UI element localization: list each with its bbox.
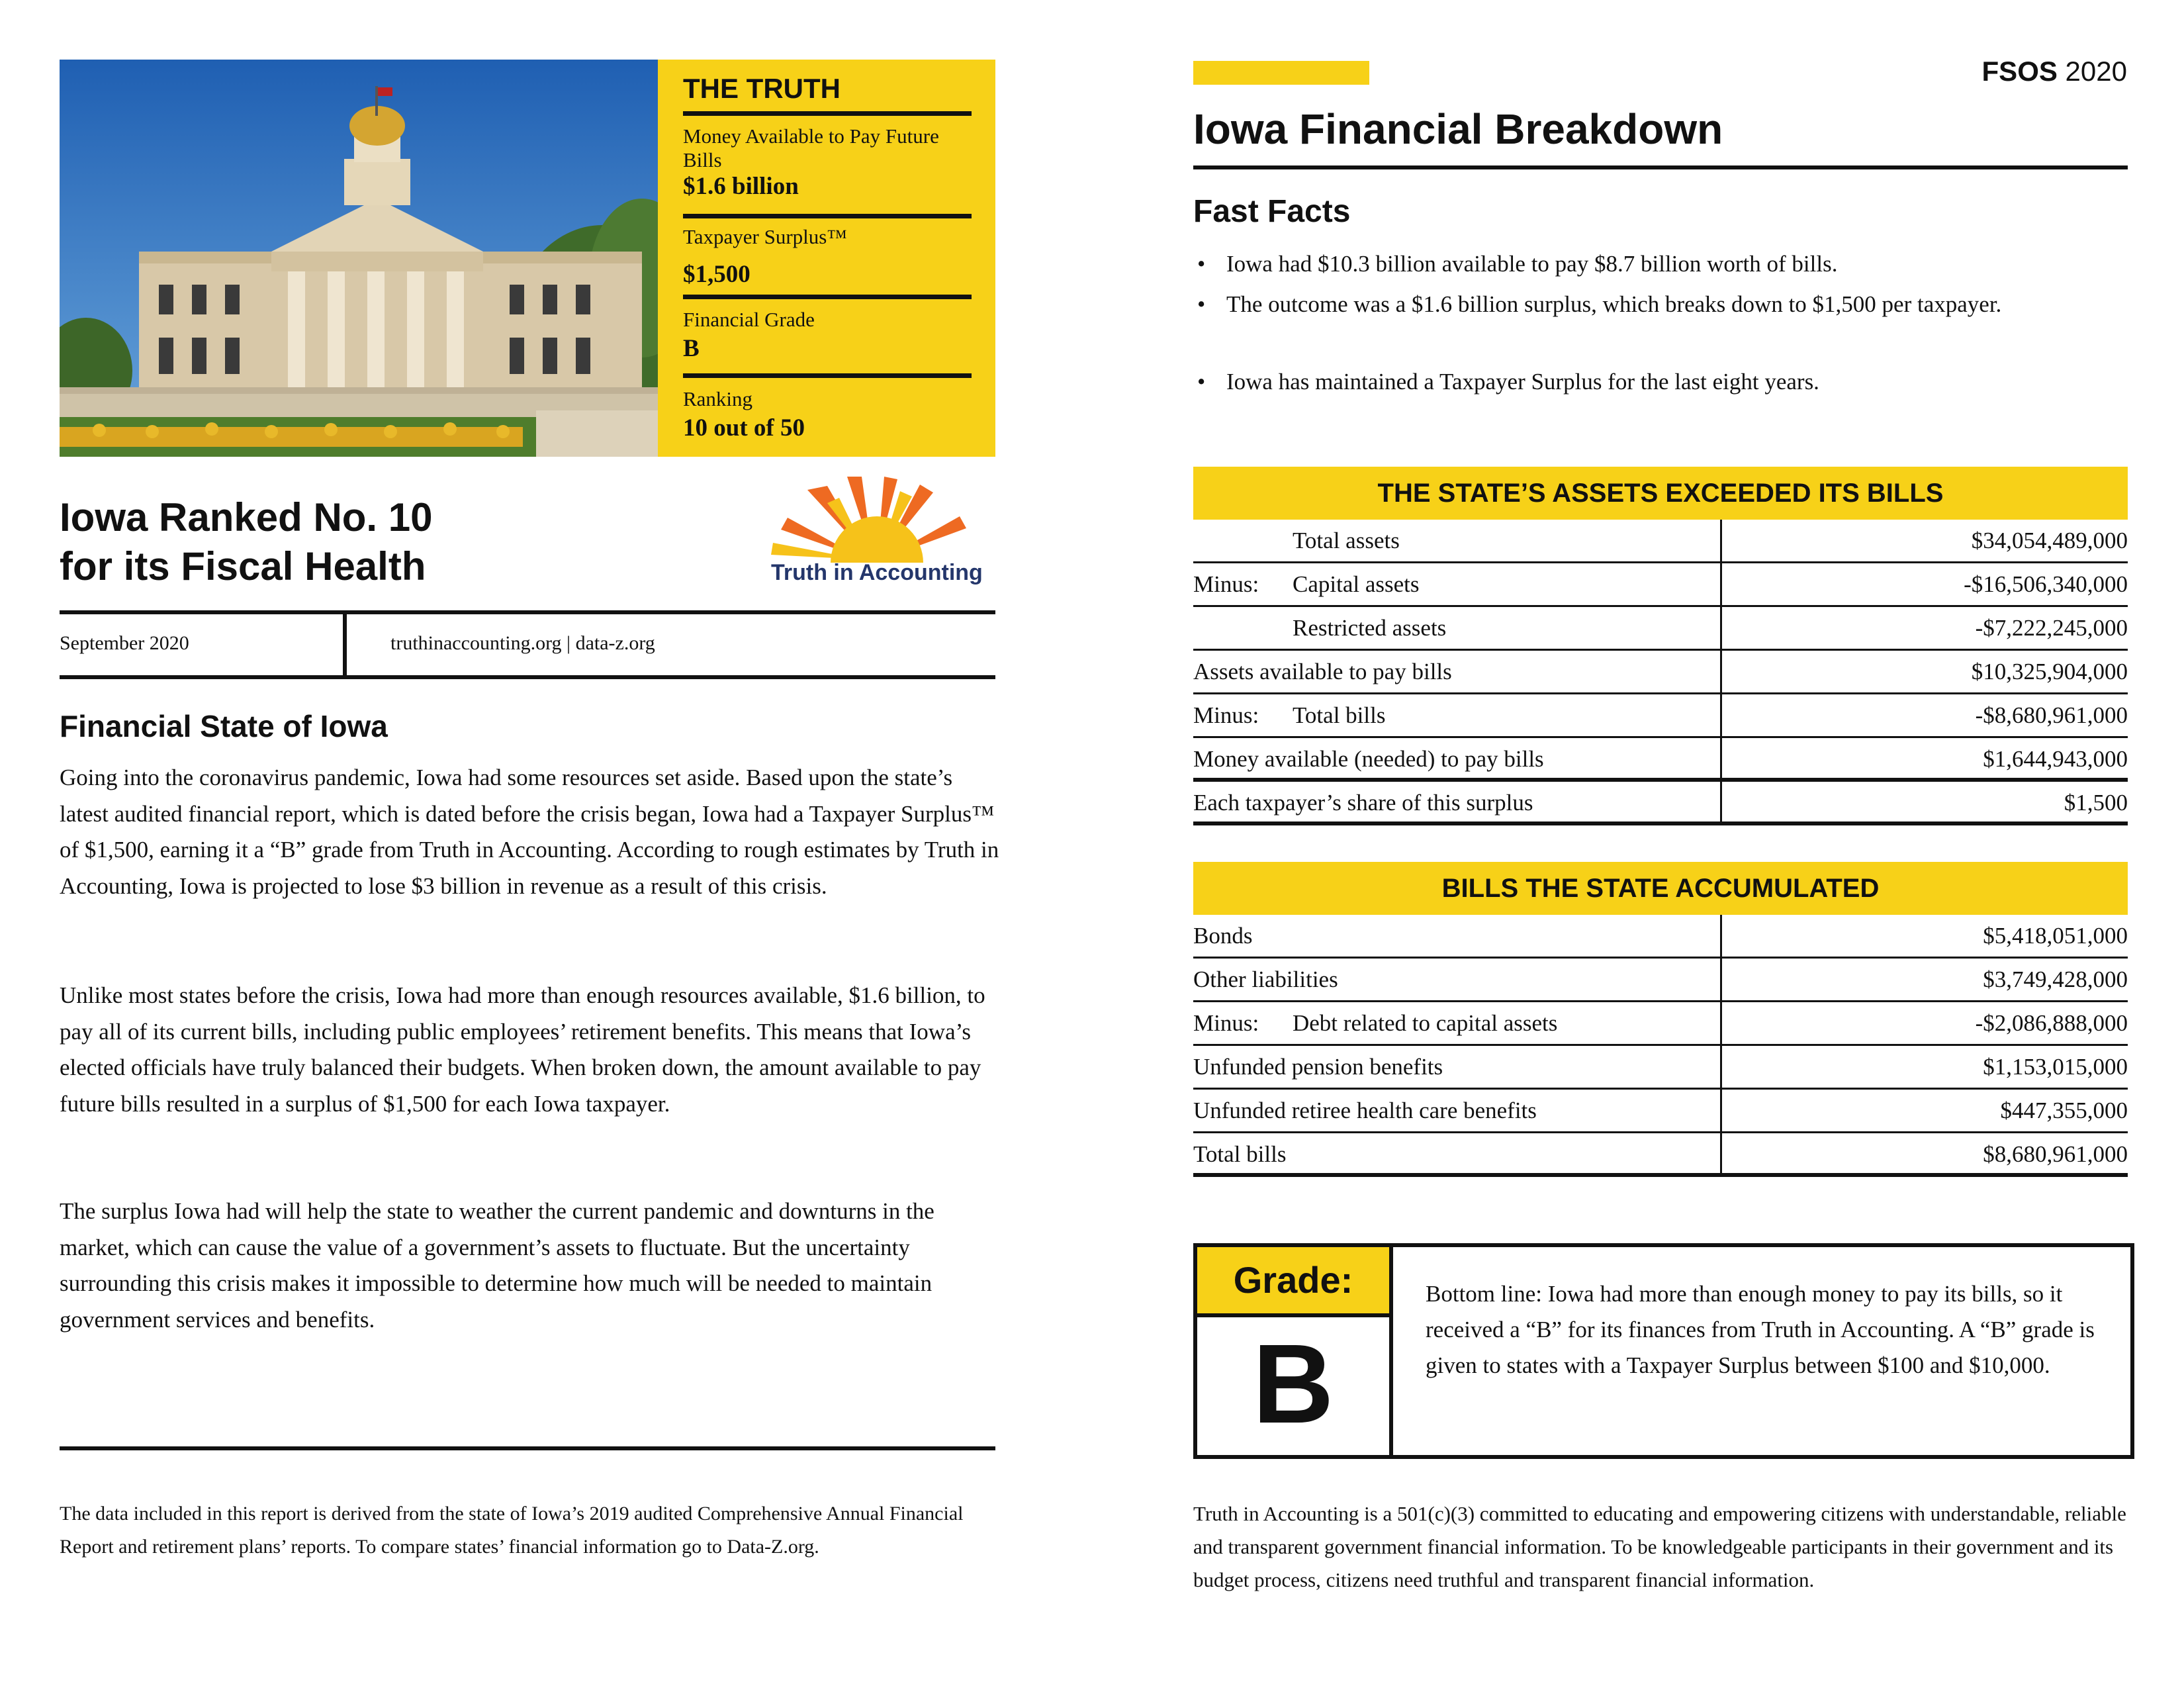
row-label: Assets available to pay bills bbox=[1193, 659, 1452, 684]
row-label: Total assets bbox=[1293, 528, 1400, 553]
paragraph-3: The surplus Iowa had will help the state to weather the current pandemic and downturns in the market, which can cause the value of a government’s assets to fluctuate. But the uncertainty surrounding this crisis makes it impossible to determine how much will be needed to maintain government services and benefits. bbox=[60, 1198, 934, 1333]
row-label: Money available (needed) to pay bills bbox=[1193, 746, 1544, 772]
grade-letter: B bbox=[1252, 1321, 1334, 1447]
row-value: -$8,680,961,000 bbox=[1975, 702, 2128, 728]
taxpayer-surplus-label: Taxpayer Surplus™ bbox=[683, 225, 847, 248]
accent-tab bbox=[1193, 61, 1369, 85]
table-row bbox=[1193, 959, 2128, 1002]
truth-box-rule bbox=[683, 373, 972, 378]
table-row bbox=[1193, 1002, 2128, 1046]
fast-facts-heading: Fast Facts bbox=[1193, 194, 1351, 229]
the-truth-box bbox=[658, 60, 995, 457]
row-value: $5,418,051,000 bbox=[1983, 923, 2128, 949]
bullet-icon: • bbox=[1197, 291, 1206, 317]
truth-box-title: THE TRUTH bbox=[683, 73, 841, 104]
row-value: $1,153,015,000 bbox=[1983, 1054, 2128, 1080]
grade-box bbox=[1193, 1243, 2134, 1459]
money-available-value: $1.6 billion bbox=[683, 173, 799, 200]
divider-vertical bbox=[1389, 1247, 1393, 1455]
truth-box-rule bbox=[683, 295, 972, 299]
table-row bbox=[1193, 694, 2128, 738]
row-label: Unfunded retiree health care benefits bbox=[1193, 1098, 1537, 1123]
main-title-line1: Iowa Ranked No. 10 bbox=[60, 495, 433, 539]
row-value: $8,680,961,000 bbox=[1983, 1141, 2128, 1167]
footnote: The data included in this report is derived from the state of Iowa’s 2019 audited Comprehensive Annual Financial Report and retirement plans’ reports. To compare states’ financial information go to Data-Z.org. bbox=[60, 1503, 964, 1558]
divider bbox=[1197, 1313, 1389, 1317]
logo-text: Truth in Accounting bbox=[771, 560, 983, 585]
row-value: $447,355,000 bbox=[2000, 1098, 2128, 1123]
paragraph-1: Going into the coronavirus pandemic, Iowa had some resources set aside. Based upon the state’s latest audited financial report, which is dated before the crisis began, Iowa had a Taxpayer Surplus™ of $1,500, earning it a “B” grade from Truth in Accounting. According to rough estimates by Truth in Accounting, Iowa is projected to lose $3 billion in revenue as a result of this crisis. bbox=[60, 765, 999, 899]
table-row bbox=[1193, 1046, 2128, 1090]
table-row bbox=[1193, 563, 2128, 607]
bullet-icon: • bbox=[1197, 369, 1206, 395]
row-value: $1,644,943,000 bbox=[1983, 746, 2128, 772]
row-label: Minus: Total bills bbox=[1193, 702, 1386, 728]
bills-table-header: BILLS THE STATE ACCUMULATED bbox=[1193, 862, 2128, 915]
row-label: Unfunded pension benefits bbox=[1193, 1054, 1443, 1080]
row-value: -$16,506,340,000 bbox=[1964, 571, 2128, 597]
row-value: $3,749,428,000 bbox=[1983, 966, 2128, 992]
grade-label: Grade: bbox=[1197, 1247, 1389, 1313]
taxpayer-surplus-value: $1,500 bbox=[683, 261, 751, 288]
table-row bbox=[1193, 782, 2128, 825]
fast-fact-item: • Iowa has maintained a Taxpayer Surplus for the last eight years. bbox=[1193, 364, 2113, 400]
main-title-line2: for its Fiscal Health bbox=[60, 544, 426, 588]
table-row bbox=[1193, 607, 2128, 651]
breakdown-title: Iowa Financial Breakdown bbox=[1193, 105, 1723, 153]
truth-box-rule bbox=[683, 111, 972, 116]
financial-grade-label: Financial Grade bbox=[683, 308, 815, 331]
assets-table-header: THE STATE’S ASSETS EXCEEDED ITS BILLS bbox=[1193, 467, 2128, 520]
fast-fact-item: • Iowa had $10.3 billion available to pay $8.7 billion worth of bills. bbox=[1193, 246, 2113, 282]
table-row bbox=[1193, 651, 2128, 694]
table-row bbox=[1193, 915, 2128, 959]
ranking-label: Ranking bbox=[683, 387, 753, 410]
financial-grade-value: B bbox=[683, 335, 700, 362]
table-row bbox=[1193, 520, 2128, 563]
about-text: Truth in Accounting is a 501(c)(3) committed to educating and empowering citizens with understandable, reliable and transparent government financial information. To be knowledgeable participants in their government and its budget process, citizens need truthful and transparent financial information. bbox=[1193, 1502, 2126, 1591]
row-value: -$7,222,245,000 bbox=[1975, 615, 2128, 641]
fsos-bold: FSOS bbox=[1981, 56, 2058, 87]
money-available-label: Money Available to Pay Future Bills bbox=[683, 124, 939, 171]
grade-explanation: Bottom line: Iowa had more than enough money to pay its bills, so it received a “B” for its finances from Truth in Accounting. A “B” grade is given to states with a Taxpayer Surplus between $100 and $10,000. bbox=[1426, 1281, 2095, 1378]
divider bbox=[60, 675, 995, 679]
fast-fact-item: • The outcome was a $1.6 billion surplus, which breaks down to $1,500 per taxpayer. bbox=[1193, 287, 2113, 322]
table-row bbox=[1193, 1090, 2128, 1133]
row-label: Restricted assets bbox=[1293, 615, 1447, 641]
bullet-icon: • bbox=[1197, 251, 1206, 277]
truth-box-rule bbox=[683, 214, 972, 218]
main-title bbox=[60, 493, 589, 591]
ranking-value: 10 out of 50 bbox=[683, 414, 805, 442]
table-row bbox=[1193, 738, 2128, 782]
table-row bbox=[1193, 1133, 2128, 1177]
row-value: $34,054,489,000 bbox=[1971, 528, 2128, 553]
row-label: Minus: Debt related to capital assets bbox=[1193, 1010, 1558, 1036]
publication-date: September 2020 bbox=[60, 632, 189, 654]
row-label: Bonds bbox=[1193, 923, 1253, 949]
website-links[interactable]: truthinaccounting.org | data-z.org bbox=[390, 632, 655, 654]
row-label: Each taxpayer’s share of this surplus bbox=[1193, 790, 1533, 816]
capitol-photo bbox=[60, 60, 658, 457]
divider bbox=[1193, 165, 2128, 169]
row-value: $1,500 bbox=[2064, 790, 2128, 816]
divider-vertical bbox=[343, 610, 347, 679]
row-value: -$2,086,888,000 bbox=[1975, 1010, 2128, 1036]
row-value: $10,325,904,000 bbox=[1971, 659, 2128, 684]
section-heading: Financial State of Iowa bbox=[60, 709, 388, 743]
paragraph-2: Unlike most states before the crisis, Iowa had more than enough resources available, $1.6 billion, to pay all of its current bills, including public employees’ retirement benefits. This means that Iowa’s elected officials have truly balanced their budgets. When broken down, the amount available to pay future bills resulted in a surplus of $1,500 for each Iowa taxpayer. bbox=[60, 982, 985, 1117]
divider bbox=[60, 1446, 995, 1450]
divider bbox=[60, 610, 995, 614]
row-label: Total bills bbox=[1193, 1141, 1287, 1167]
fsos-year: 2020 bbox=[2057, 56, 2127, 87]
fsos-label bbox=[1982, 56, 2127, 87]
row-label: Minus: Capital assets bbox=[1193, 571, 1420, 597]
row-label: Other liabilities bbox=[1193, 966, 1338, 992]
